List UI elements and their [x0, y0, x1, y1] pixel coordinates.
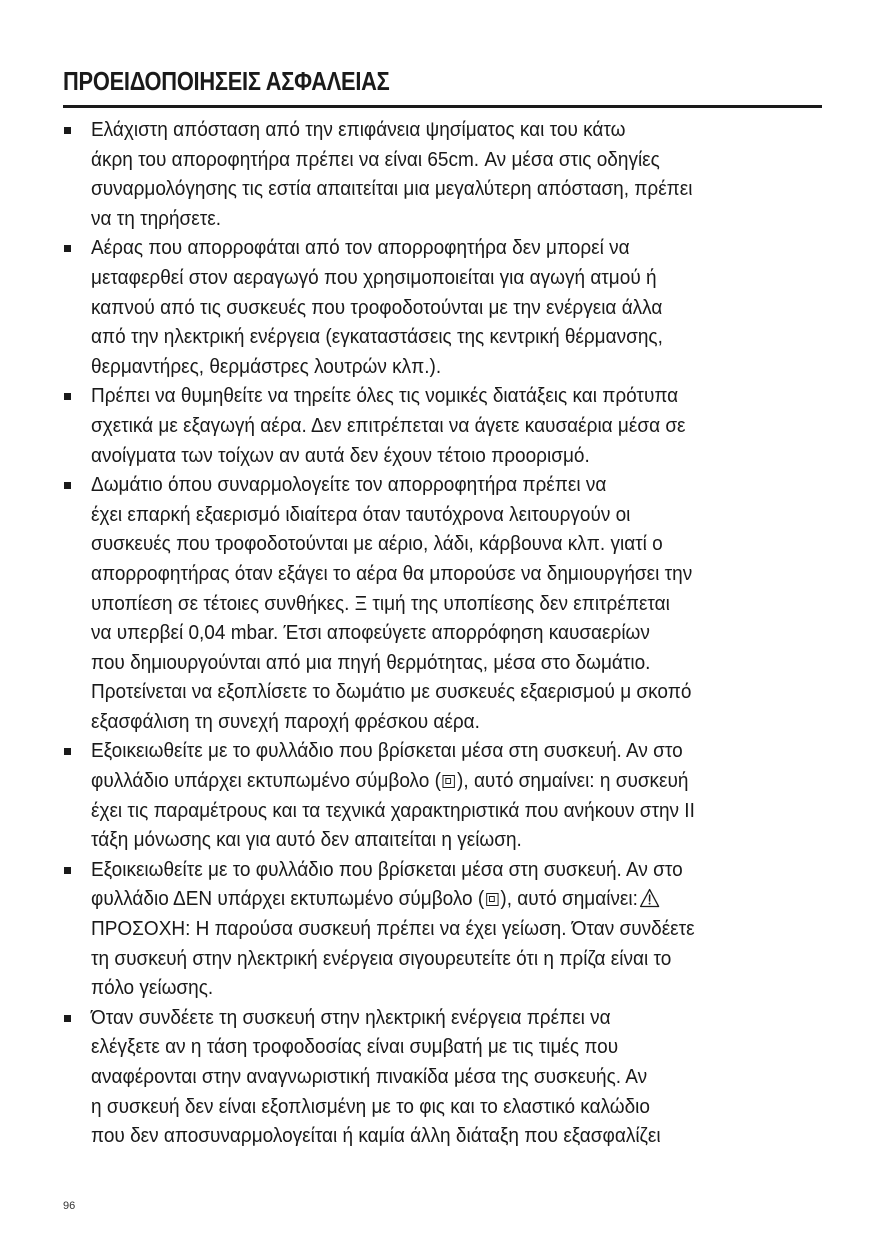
text-line: συναρμολόγησης τις εστία απαιτείται μια μεγαλύτερη απόσταση, πρέπει	[91, 178, 693, 201]
text-line	[5, 767, 836, 797]
text-fragment: ), αυτό σημαίνει:	[500, 888, 638, 911]
warning-triangle-icon	[639, 888, 660, 908]
text-line: από την ηλεκτρική ενέργεια (εγκαταστάσεις της κεντρική θέρμανσης,	[91, 326, 663, 349]
text-line: Προτείνεται να εξοπλίσετε το δωμάτιο με συσκευές εξαερισμού μ σκοπό	[91, 681, 692, 704]
text-line: ΠΡΟΣΟΧΗ: Η παρούσα συσκευή πρέπει να έχει γείωση. Όταν συνδέετε	[91, 918, 695, 941]
text-line: ελέγξετε αν η τάση τροφοδοσίας είναι συμβατή με τις τιμές που	[91, 1036, 619, 1059]
list-item	[0, 471, 875, 737]
text-line: πόλο γείωσης.	[91, 977, 214, 1000]
list-item	[0, 737, 875, 855]
list-item	[0, 116, 875, 234]
text-line: σχετικά με εξαγωγή αέρα. Δεν επιτρέπεται να άγετε καυσαέρια μέσα σε	[91, 414, 686, 437]
text-line: εξασφάλιση τη συνεχή παροχή φρέσκου αέρα.	[91, 710, 480, 733]
text-line: απορροφητήρας όταν εξάγει το αέρα θα μπορούσε να δημιουργήσει την	[91, 562, 693, 585]
safety-warnings-list	[0, 116, 875, 1152]
text-line: να υπερβεί 0,04 mbar. Έτσι αποφεύγετε απορρόφηση καυσαερίων	[91, 622, 650, 645]
text-line: ανοίγματα των τοίχων αν αυτά δεν έχουν τέτοιο προορισμό.	[91, 444, 590, 467]
section-title: ΠΡΟΕΙΔΟΠΟΙΗΣΕΙΣ ΑΣΦΑΛΕΙΑΣ	[63, 66, 390, 96]
text-line: που δεν αποσυναρμολογείται ή καμία άλλη διάταξη που εξασφαλίζει	[91, 1125, 661, 1148]
title-divider	[63, 105, 822, 108]
text-line: άκρη του αποροφητήρα πρέπει να είναι 65cm. Αν μέσα στις οδηγίες	[91, 148, 660, 171]
text-line: Εξοικειωθείτε με το φυλλάδιο που βρίσκεται μέσα στη συσκευή. Αν στο	[91, 858, 683, 881]
text-line: που δημιουργούνται από μια πηγή θερμότητας, μέσα στο δωμάτιο.	[91, 651, 651, 674]
text-line: έχει τις παραμέτρους και τα τεχνικά χαρακτηριστικά που ανήκουν στην II	[91, 799, 695, 822]
text-line: Όταν συνδέετε τη συσκευή στην ηλεκτρική ενέργεια πρέπει να	[91, 1006, 611, 1029]
text-line: τάξη μόνωσης και για αυτό δεν απαιτείται η γείωση.	[91, 829, 522, 852]
page-number: 96	[63, 1200, 76, 1212]
text-line: θερμαντήρες, θερμάστρες λουτρών κλπ.).	[91, 355, 442, 378]
list-item	[0, 1004, 875, 1152]
text-line: καπνού από τις συσκευές που τροφοδοτούνται με την ενέργεια άλλα	[91, 296, 663, 319]
text-line: η συσκευή δεν είναι εξοπλισμένη με το φις και το ελαστικό καλώδιο	[91, 1095, 650, 1118]
text-line: υποπίεση σε τέτοιες συνθήκες. Ξ τιμή της υποπίεσης δεν επιτρέπεται	[91, 592, 670, 615]
double-square-icon	[443, 775, 455, 788]
text-line: αναφέρονται στην αναγνωριστική πινακίδα μέσα της συσκευής. Αν	[91, 1066, 648, 1088]
text-line: Εξοικειωθείτε με το φυλλάδιο που βρίσκεται μέσα στη συσκευή. Αν στο	[91, 740, 683, 763]
list-item	[0, 856, 875, 1004]
text-line	[5, 885, 836, 915]
text-line: Αέρας που απορροφάται από τον απορροφητήρα δεν μπορεί να	[91, 237, 630, 260]
list-item	[0, 234, 875, 382]
text-fragment: φυλλάδιο ΔΕΝ υπάρχει εκτυπωμένο σύμβολο (	[91, 888, 485, 911]
text-line: συσκευές που τροφοδοτούνται με αέριο, λάδι, κάρβουνα κλπ. γιατί ο	[91, 533, 663, 556]
text-line: έχει επαρκή εξαερισμό ιδιαίτερα όταν ταυτόχρονα λειτουργούν οι	[91, 503, 631, 526]
text-line: να τη τηρήσετε.	[91, 207, 222, 230]
list-item	[0, 382, 875, 471]
text-line: Πρέπει να θυμηθείτε να τηρείτε όλες τις νομικές διατάξεις και πρότυπα	[91, 385, 679, 408]
text-line: μεταφερθεί στον αεραγωγό που χρησιμοποιείται για αγωγή ατμού ή	[91, 266, 657, 289]
text-line: τη συσκευή στην ηλεκτρική ενέργεια σιγουρευτείτε ότι η πρίζα είναι το	[91, 947, 672, 970]
text-fragment: φυλλάδιο υπάρχει εκτυπωμένο σύμβολο (	[91, 770, 441, 793]
double-square-icon	[486, 893, 498, 906]
text-line: Δωμάτιο όπου συναρμολογείτε τον απορροφητήρα πρέπει να	[91, 474, 607, 497]
text-line: Ελάχιστη απόσταση από την επιφάνεια ψησίματος και του κάτω	[91, 119, 626, 141]
text-fragment: ), αυτό σημαίνει: η συσκευή	[457, 770, 689, 793]
